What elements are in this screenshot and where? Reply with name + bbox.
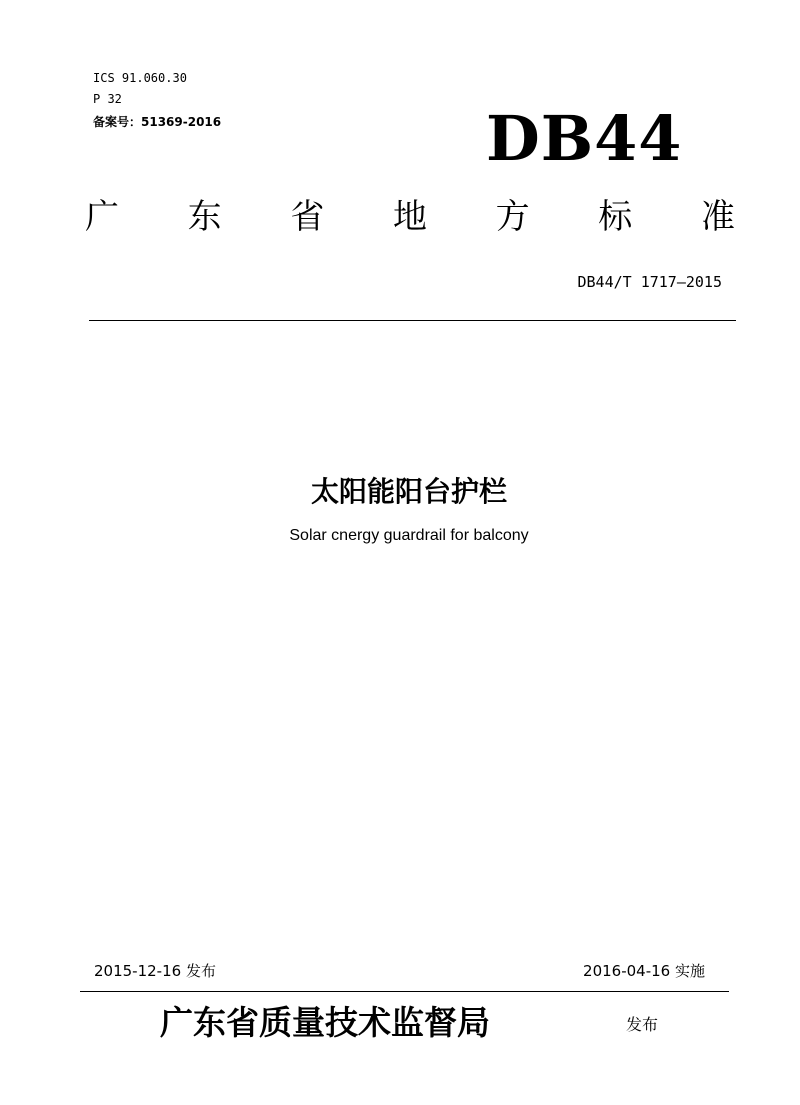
issuing-authority: 广东省质量技术监督局	[160, 1003, 490, 1042]
document-title-english: Solar cnergy guardrail for balcony	[289, 527, 529, 544]
ics-code: ICS 91.060.30	[93, 71, 187, 85]
standard-type-char: 准	[700, 197, 735, 237]
issue-date: 2015-12-16 发布	[94, 962, 216, 980]
top-divider	[89, 320, 736, 321]
standard-type-char: 方	[495, 197, 530, 237]
classification-code: P 32	[93, 92, 122, 106]
standard-type-char: 标	[598, 197, 633, 237]
standard-type-char: 东	[187, 197, 222, 237]
document-title-chinese: 太阳能阳台护栏	[310, 475, 507, 508]
bottom-divider	[80, 991, 729, 992]
authority-publish-label: 发布	[626, 1015, 659, 1034]
standard-type-char: 省	[290, 197, 325, 237]
record-number: 备案号：51369-2016	[93, 115, 222, 129]
standard-type-heading	[85, 194, 735, 244]
implementation-date: 2016-04-16 实施	[583, 962, 705, 980]
standard-number: DB44/T 1717—2015	[577, 273, 722, 291]
standard-logo: DB44	[486, 102, 683, 175]
standard-type-char: 地	[392, 197, 427, 237]
standard-type-char: 广	[85, 197, 119, 237]
